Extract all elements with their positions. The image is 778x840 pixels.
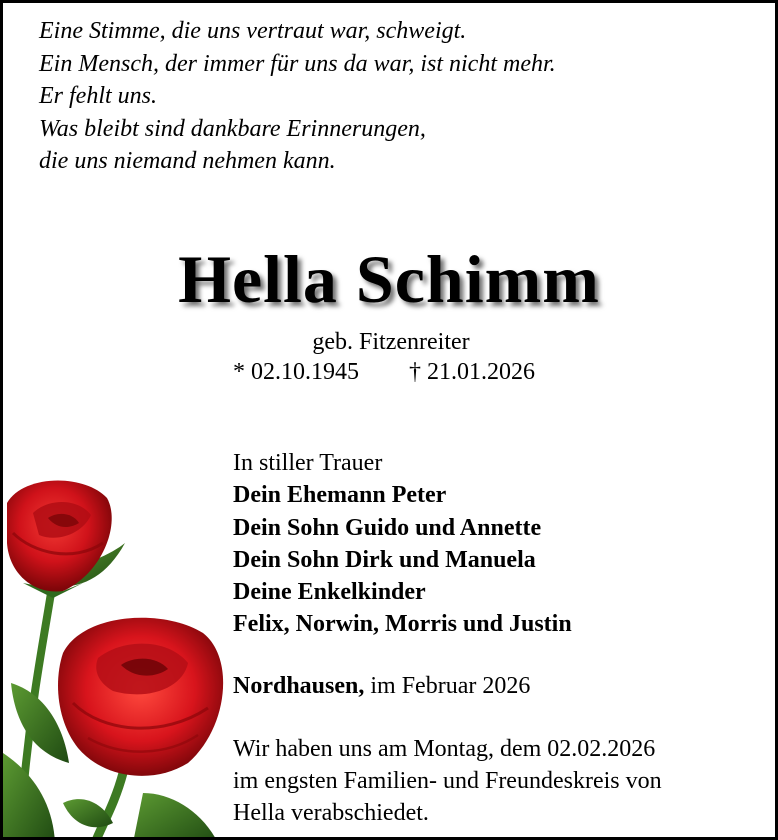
mourners-list — [233, 447, 572, 641]
poem-line: die uns niemand nehmen kann. — [39, 148, 336, 175]
life-dates — [233, 357, 535, 387]
farewell-line: Hella verabschiedet. — [233, 800, 429, 826]
poem-line: Er fehlt uns. — [39, 83, 157, 110]
place-city: Nordhausen, — [233, 673, 365, 699]
poem-line: Was bleibt sind dankbare Erinnerungen, — [39, 115, 426, 142]
place-month: im Februar 2026 — [364, 673, 531, 699]
poem — [39, 15, 556, 178]
farewell-note — [233, 733, 662, 829]
death-date: † 21.01.2026 — [409, 359, 535, 385]
mourner-line: Dein Sohn Guido und Annette — [233, 514, 542, 541]
mourners-intro: In stiller Trauer — [233, 450, 383, 476]
farewell-line: im engsten Familien- und Freundeskreis von — [233, 768, 662, 794]
poem-line: Ein Mensch, der immer für uns da war, ist nicht mehr. — [39, 50, 556, 77]
mourner-line: Felix, Norwin, Morris und Justin — [233, 611, 572, 638]
deceased-name: Hella Schimm — [178, 241, 600, 317]
poem-line: Eine Stimme, die uns vertraut war, schweigt. — [39, 18, 467, 44]
mourner-line: Deine Enkelkinder — [233, 579, 426, 606]
place-date — [233, 671, 530, 701]
birth-date: * 02.10.1945 — [233, 359, 359, 385]
roses-image — [3, 473, 243, 840]
mourner-line: Dein Sohn Dirk und Manuela — [233, 546, 536, 573]
mourner-line: Dein Ehemann Peter — [233, 482, 447, 509]
farewell-line: Wir haben uns am Montag, dem 02.02.2026 — [233, 736, 656, 762]
maiden-name: geb. Fitzenreiter — [312, 329, 470, 355]
